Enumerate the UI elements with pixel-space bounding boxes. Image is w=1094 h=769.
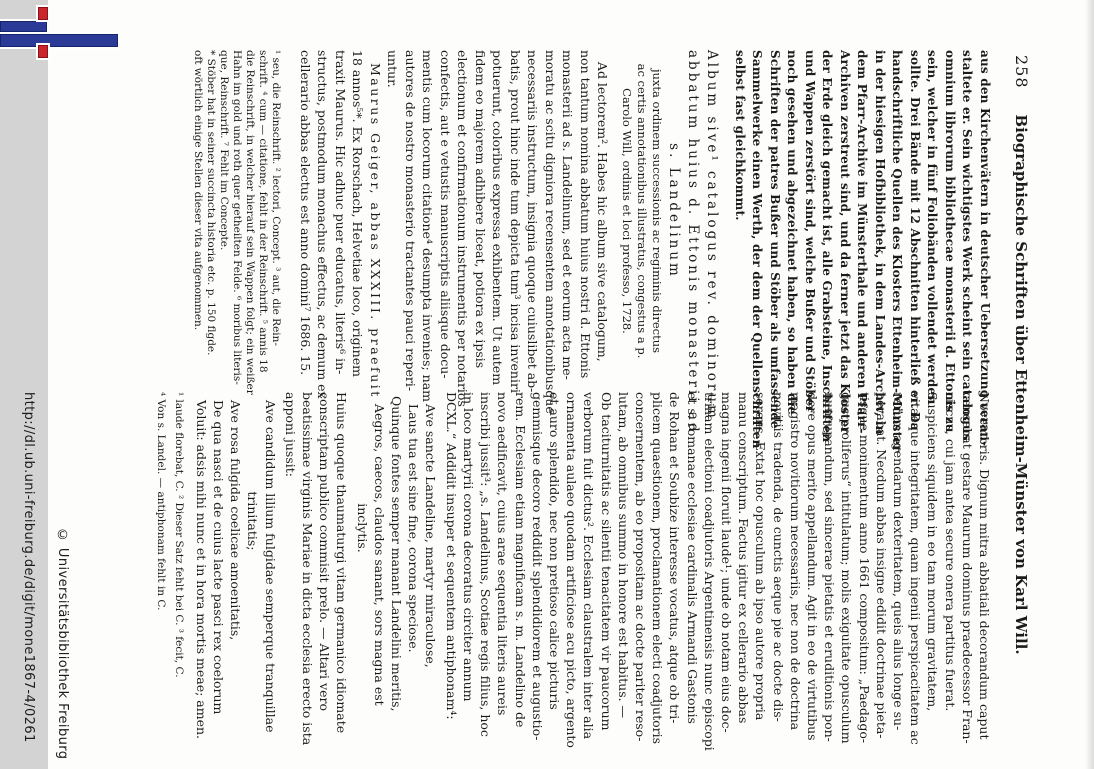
text-line: oft wörtlich einige Stellen dieser vita aufgenommen.: [192, 50, 205, 331]
text-line: gus proliferus“ intitulatum; molis exiguitate opusculum: [839, 392, 855, 744]
text-line: die Reinschrift, in welcher hierauf sein Wappen folgt; ein weißer: [244, 50, 257, 395]
text-line: ¹ seu, die Reinschrift. ² lectori, Concept. ³ aut, die Rein-: [270, 50, 283, 346]
text-line: Huius quoque thaumaturgi vitam germanico idiomate: [334, 392, 350, 734]
logo-square-icon: [38, 7, 48, 20]
watermark-copyright: © Universitätsbibliothek Freiburg: [55, 528, 70, 760]
text-line: s. Landelinum: [666, 143, 683, 279]
text-line: apponi jussit:: [282, 392, 298, 477]
text-line: Ob taciturnitatis ac silentii tenacitatem vir paucorum: [598, 392, 614, 731]
text-line: ciscus, cui jam antea secure onera partitus fuerat.: [942, 392, 958, 712]
text-line: in loco martyrii corona decoratus circiter annum: [460, 392, 476, 702]
text-line: sein, welcher in fünf Foliobänden vollendet werden: [925, 50, 940, 405]
text-line: Novembris. Dignum mitra abbatiali decorandum caput: [977, 392, 992, 740]
text-line: DCXL.“ Addidit insuper et sequentem antiphonam⁴:: [443, 392, 459, 720]
text-line: Aegros, caecos, claudos sanant, sors magna est: [371, 392, 387, 706]
text-line: der Erde gleich gemacht ist, alle Grabsteine, Inschriften: [820, 50, 835, 443]
text-line: rerum agendarum dexteritatem, queis alius longe su-: [890, 392, 906, 731]
right-column-footnotes: [152, 392, 186, 769]
page-header: [993, 0, 1033, 769]
text-line: Schriften der patres Bußer und Stöber als umfassende: [768, 50, 782, 429]
text-line: lutam, ab omnibus summo in honore est habitus. —: [615, 392, 631, 719]
text-line: fidem eo majorem adhibere liceat, potiora ex ipsis: [473, 50, 488, 369]
text-line: rem. Ecclesiam etiam magnificam s. m. Landelino de: [512, 392, 528, 728]
text-line: confectis, aut e vetustis manuscriptis aliisque docu-: [438, 50, 453, 379]
scan-edge-shadow: [1085, 0, 1094, 769]
text-line: de Rohan et Soubize interesse vocatus, atque ob tri-: [667, 392, 683, 724]
altar-verse: [193, 392, 279, 769]
text-line: et auro splendido, nec non pretioso calice picturis: [546, 392, 562, 710]
text-line: gemmisque decoro reddidit splendidiorem et augustio-: [529, 392, 545, 741]
text-line: omnium librorum bibliothecae monasterii d. Ettonis zu: [943, 50, 957, 433]
text-line: in der hiesigen Hofbibliothek, in dem Landes-Archiv, in: [873, 50, 887, 435]
text-line: untur.: [385, 50, 401, 88]
text-line: cellerario abbas electus est anno domini⁷ 1686. 15.: [298, 50, 313, 376]
text-line: ac certis annotationibus illustratus, congestus a p.: [635, 63, 650, 359]
text-line: dere opus merito appellandum. Agit in eo de virtutibus: [804, 392, 820, 741]
section-heading: [665, 50, 722, 435]
text-line: serens. Extat hoc opusculum ab ipso autore propria: [753, 392, 769, 721]
text-line: verborum fuit dictus². Ecclesiam claustralem inter alia: [581, 392, 597, 740]
text-line: Ad lectorem². Habes hic album sive catalogum,: [595, 50, 611, 362]
text-line: Voluit: adsis mihi nunc et in hora mortis meae; amen.: [193, 392, 209, 740]
text-line: nuncupandum, sed sincerae pietatis et eruditionis pon-: [822, 392, 838, 742]
text-line: Laus tua est sine fine, corona speciose.: [406, 392, 422, 653]
text-line: ⁴ Von s. Landel. — antiphonam fehlt in C.: [155, 392, 168, 611]
text-line: manu conscriptum. Factus igitur ex cellerario abbas: [736, 392, 752, 724]
text-line: conscriptam publico commisit prelo. — Altari vero: [317, 392, 333, 711]
page-body: [152, 50, 993, 769]
text-line: De qua nasci et de cuius lacte pasci rex coelorum: [211, 392, 227, 715]
text-line: inclytis.: [354, 392, 370, 553]
text-line: Carolo Will, ordinis et loci professo, 1728.: [620, 88, 635, 334]
text-line: autores de nostro monasterio tractantes pauci reperi-: [403, 50, 418, 392]
text-line: trinitatis;: [245, 392, 261, 551]
text-line: novo aedificavit, cuius arae sequentia literis aureis: [495, 392, 511, 716]
antiphon-verse: [353, 392, 439, 769]
maurus-geiger-paragraph: [297, 50, 385, 399]
text-line: plicem quaestionem, proclamationem electi coadjutoris: [650, 392, 666, 745]
text-line: vitaeque integritatem, quam ingenii perspicacitatem ac: [908, 392, 924, 745]
text-line: beatissimae virginis Mariae in dicta ecclesia erecto ista: [300, 392, 316, 746]
text-line: Ave sancte Landeline, martyr miraculose,: [423, 392, 439, 668]
text-line: juxta ordinem successionis ac regiminis directus: [650, 68, 665, 354]
text-line: electionum et confirmationum instrumentis per notarios: [455, 50, 471, 407]
text-line: abbatum huius d. Ettonis monasterii ad: [685, 50, 702, 435]
page-header-title: Biographische Schriften über Ettenheim-Münster von Karl Will.: [1012, 114, 1030, 655]
text-line: ¹ laude florebat, C. ² Dieser Satz fehlt bei C. ³ fecit, C.: [172, 392, 185, 678]
text-line: Archiven zerstreut sind, und da ferner jetzt das Kloster: [838, 50, 852, 434]
text-line: Suspiciens siquidem in eo tam morum gravitatem,: [925, 392, 941, 712]
text-line: magistro novitiorum necessariis, nec non de doctrina: [787, 392, 803, 731]
logo-square-icon: [38, 45, 48, 58]
german-paragraph: [731, 50, 994, 452]
text-line: concernentem, ab eo propositam ac docte pariter reso-: [632, 392, 648, 742]
text-line: Hahn im gold und roth quer getheilten Felde. ⁶ moribus literis-: [231, 50, 244, 385]
text-line: sollte. Drei Bände mit 12 Abschnitten hinterließ er. Da: [908, 50, 922, 431]
logo-bar-icon: [0, 34, 118, 47]
right-column: [152, 392, 993, 769]
text-line: Ave candidum lilium fulgidae semperque tranquillae: [262, 392, 278, 733]
text-line: moratu ac scitu digniora recensentem annotationibusque: [543, 50, 558, 414]
text-line: inscribi jussit³: „s. Landelinus, Scotiae regis filius, hoc: [478, 392, 494, 737]
text-line: tisque monimentum anno 1661 compositum: „Paedago-: [856, 392, 872, 744]
text-line: schrift. ⁴ cum — citatione, fehlt in der Reinschrift. ⁵ annis 18: [257, 50, 270, 373]
text-line: perabat. Necdum abbas insigne edidit doctrinae pieta-: [873, 392, 889, 739]
watermark-url: http://dl.ub.uni-freiburg.de/digit/mone1867-4/0261: [21, 392, 36, 743]
text-line: magna ingenii floruit laude¹; unde ob notam eius doc-: [718, 392, 734, 733]
section-subtitle: [620, 50, 665, 372]
text-line: necessariis instructum, insignia quoque cuiuslibet ab-: [525, 50, 541, 393]
scanned-page: [135, 0, 1085, 769]
text-line: noch gesehen und abgezeichnet haben, so haben die: [785, 50, 800, 415]
text-line: Ave rosa fulgida coelicae amoenitatis,: [228, 392, 244, 641]
text-line: handschriftliche Quellen des Klosters Ettenheim-Münster: [890, 50, 905, 452]
ad-lectorem-paragraph: [384, 50, 612, 414]
text-line: non tantum nomina abbatum huius nostri d. Ettonis: [578, 50, 593, 379]
logo-bar-icon: [0, 21, 47, 32]
text-line: * Stöber hat in seiner succincta historia etc. p. 150 flgde.: [205, 50, 218, 356]
text-line: aus den Kirchenvätern in deutscher Uebersetzung veran-: [978, 50, 992, 447]
text-line: Sammelwerke einen Werth, der dem der Quellenschriften: [750, 50, 765, 449]
text-line: Album sive¹ catalogus rev. dominorum: [704, 50, 721, 421]
left-column-footnotes: [192, 50, 283, 395]
text-line: mentis cum locorum citatione⁴ desumpta invenies; nam: [420, 50, 436, 403]
text-line: potuerunt, coloribus expressa exhibentem. Ut autem: [490, 50, 506, 386]
text-line: 18 annos⁵*. Ex Rorschach, Helvetiae loco, originem: [350, 50, 366, 377]
text-line: Quinque fontes semper manant Landelini meritis,: [389, 392, 405, 712]
text-line: dem Pfarr-Archive im Münsterthale und anderen Pfarr-: [855, 50, 870, 434]
text-line: batis, prout hinc inde tum depicta tum³ incisa inveniri: [508, 50, 523, 393]
text-line: novitiis tradenda, de cunctis aeque pie ac docte dis-: [770, 392, 786, 722]
text-line: und Wappen zerstört sind, welche Bußer und Stöber: [803, 50, 817, 413]
text-line: que, Reinschrift. ⁷ Fehlt im Concepte.: [218, 50, 231, 251]
text-line: selbst fast gleichkommt.: [733, 50, 747, 221]
text-line: traxit Maurus. Hic adhuc puer educatus, literis⁶ in-: [333, 50, 348, 375]
text-line: monasterii ad s. Landelinum, sed et eorum acta me-: [560, 50, 576, 380]
text-line: censebat gestare Maurum dominus praedecessor Fran-: [959, 392, 975, 744]
latin-paragraph: [282, 392, 351, 769]
text-line: Maurus Geiger, abbas XXXIII. praefuit: [368, 50, 383, 399]
text-line: structus, postmodum monachus effectus, ac demum ex: [315, 50, 331, 399]
latin-paragraph: [443, 392, 994, 769]
page-number: 258: [1012, 55, 1031, 89]
text-line: et s. romanae ecclesiae cardinalis Armandi Gastonis: [684, 392, 700, 724]
text-line: trinam electioni coadjutoris Argentinensis nunc episcopi: [701, 392, 717, 751]
text-line: staltete er. Sein wichtigstes Werk scheint sein catalogus: [960, 50, 975, 441]
text-line: ornamenta aulaeo quodam artificiose acu picto, argento: [564, 392, 580, 748]
